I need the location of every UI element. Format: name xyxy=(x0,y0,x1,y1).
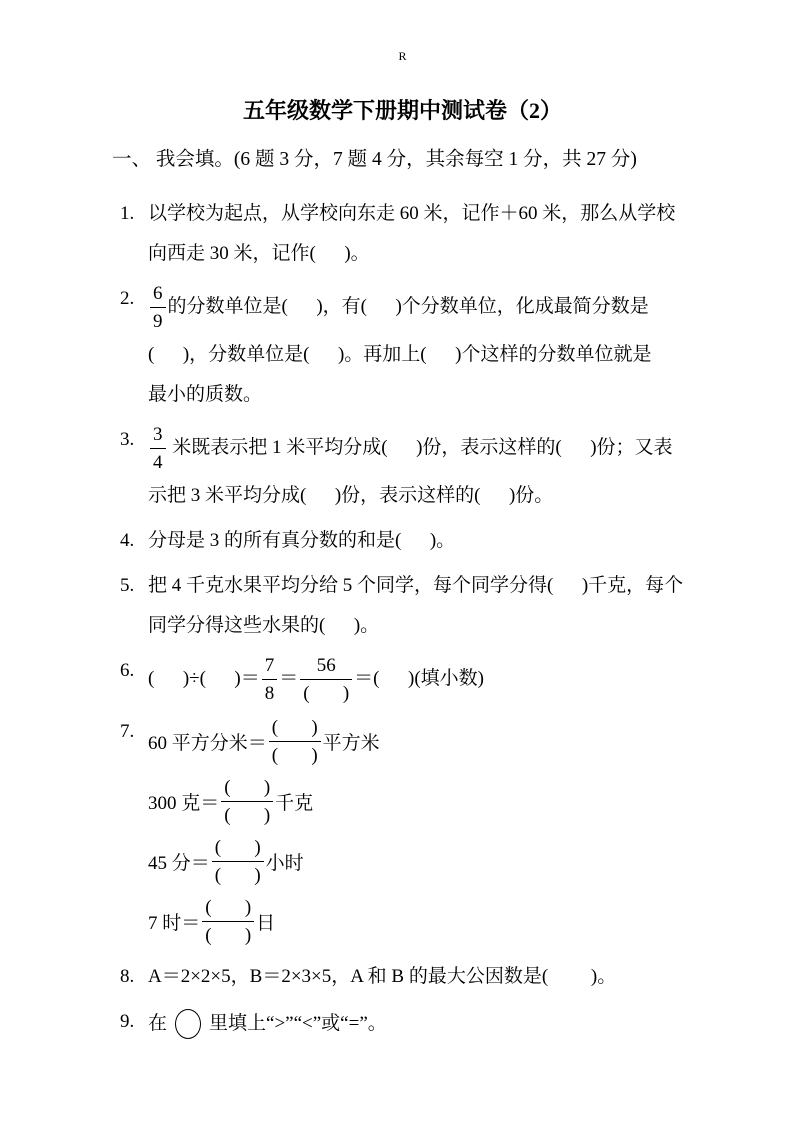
question-1 xyxy=(112,194,693,274)
page-title: 五年级数学下册期中测试卷（2） xyxy=(242,98,562,123)
question-line: 以学校为起点，从学校向东走 60 米，记作＋60 米，那么从学校 xyxy=(148,203,676,224)
fraction-numerator: ( ) xyxy=(221,775,273,802)
fraction xyxy=(212,835,264,888)
question-8 xyxy=(112,957,693,997)
fraction-denominator: ( ) xyxy=(214,864,261,886)
fraction-numerator: 56 xyxy=(300,653,352,680)
conversion-prefix: 7 时＝ xyxy=(148,912,201,934)
question-number: 2. xyxy=(120,288,135,309)
question-text: ( )÷( )＝ xyxy=(148,668,260,689)
equals-sign: ＝ xyxy=(279,668,299,689)
question-line: 同学分得这些水果的( )。 xyxy=(148,615,380,636)
question-line: 把 4 千克水果平均分给 5 个同学，每个同学分得( )千克，每个 xyxy=(148,575,684,596)
question-text: 的分数单位是( )，有( )个分数单位，化成最简分数是 xyxy=(167,296,649,317)
fraction-numerator: ( ) xyxy=(269,715,321,742)
question-body xyxy=(148,712,693,952)
question-3 xyxy=(112,420,693,516)
conversion-unit: 平方米 xyxy=(322,732,380,754)
question-text: 在 xyxy=(148,1013,168,1034)
question-text: 里填上“>”“<”或“=”。 xyxy=(209,1013,387,1034)
question-text: ＝( )(填小数) xyxy=(354,668,484,689)
question-line xyxy=(148,420,693,476)
conversion-unit: 小时 xyxy=(265,852,304,874)
conversion-row xyxy=(148,712,693,770)
conversion-unit: 日 xyxy=(256,912,276,934)
section-heading: 一、 我会填。(6 题 3 分，7 题 4 分，其余每空 1 分，共 27 分) xyxy=(112,149,637,170)
question-body xyxy=(148,279,693,415)
fraction xyxy=(150,281,166,334)
question-line: 分母是 3 的所有真分数的和是( )。 xyxy=(148,530,456,551)
question-number: 8. xyxy=(120,966,135,987)
fraction-numerator: 7 xyxy=(262,653,278,680)
question-number: 1. xyxy=(120,203,135,224)
question-line xyxy=(148,1002,693,1046)
question-body xyxy=(148,651,693,707)
fraction-denominator: 9 xyxy=(153,310,163,332)
question-number: 4. xyxy=(120,530,135,551)
fraction-denominator: 8 xyxy=(264,682,275,704)
fraction-denominator: ( ) xyxy=(224,804,271,826)
fraction-numerator: 3 xyxy=(150,422,166,449)
question-line xyxy=(148,651,693,707)
conversion-row xyxy=(148,892,693,950)
question-2 xyxy=(112,279,693,415)
blank-circle xyxy=(175,1009,201,1039)
question-line: ( )，分数单位是( )。再加上( )个这样的分数单位就是 xyxy=(148,344,652,365)
conversion-prefix: 300 克＝ xyxy=(148,792,220,814)
fraction-numerator: 6 xyxy=(150,281,166,308)
question-body xyxy=(148,194,693,274)
question-4 xyxy=(112,521,693,561)
fraction-denominator: 4 xyxy=(153,451,163,473)
question-body xyxy=(148,521,693,561)
fraction xyxy=(202,895,254,948)
question-number: 9. xyxy=(120,1011,135,1032)
question-body xyxy=(148,957,693,997)
fraction xyxy=(150,422,166,475)
fraction-numerator: ( ) xyxy=(212,835,264,862)
question-6 xyxy=(112,651,693,707)
fraction-denominator: ( ) xyxy=(271,744,318,766)
question-text: 米既表示把 1 米平均分成( )份，表示这样的( )份；又表 xyxy=(167,437,673,458)
question-number: 6. xyxy=(120,660,135,681)
question-body xyxy=(148,420,693,516)
question-line: 最小的质数。 xyxy=(148,384,263,405)
fraction xyxy=(262,653,278,706)
question-body xyxy=(148,1002,693,1046)
question-number: 7. xyxy=(120,721,135,742)
question-line xyxy=(148,279,693,335)
conversion-unit: 千克 xyxy=(275,792,314,814)
fraction-denominator: ( ) xyxy=(205,924,252,946)
question-number: 5. xyxy=(120,575,135,596)
question-number: 3. xyxy=(120,429,135,450)
question-9 xyxy=(112,1002,693,1046)
conversion-row xyxy=(148,832,693,890)
question-7 xyxy=(112,712,693,952)
conversion-prefix: 60 平方分米＝ xyxy=(148,732,267,754)
fraction-numerator: ( ) xyxy=(202,895,254,922)
conversion-row xyxy=(148,772,693,830)
fraction xyxy=(269,715,321,768)
conversion-prefix: 45 分＝ xyxy=(148,852,210,874)
fraction-denominator: ( ) xyxy=(303,682,350,704)
question-line: A＝2×2×5，B＝2×3×5，A 和 B 的最大公因数是( )。 xyxy=(148,966,617,987)
question-body xyxy=(148,566,693,646)
fraction xyxy=(221,775,273,828)
question-line: 示把 3 米平均分成( )份，表示这样的( )份。 xyxy=(148,485,554,506)
question-5 xyxy=(112,566,693,646)
question-list xyxy=(112,194,693,1046)
question-line: 向西走 30 米，记作( )。 xyxy=(148,243,370,264)
header-mark: R xyxy=(398,49,407,63)
fraction xyxy=(300,653,352,706)
